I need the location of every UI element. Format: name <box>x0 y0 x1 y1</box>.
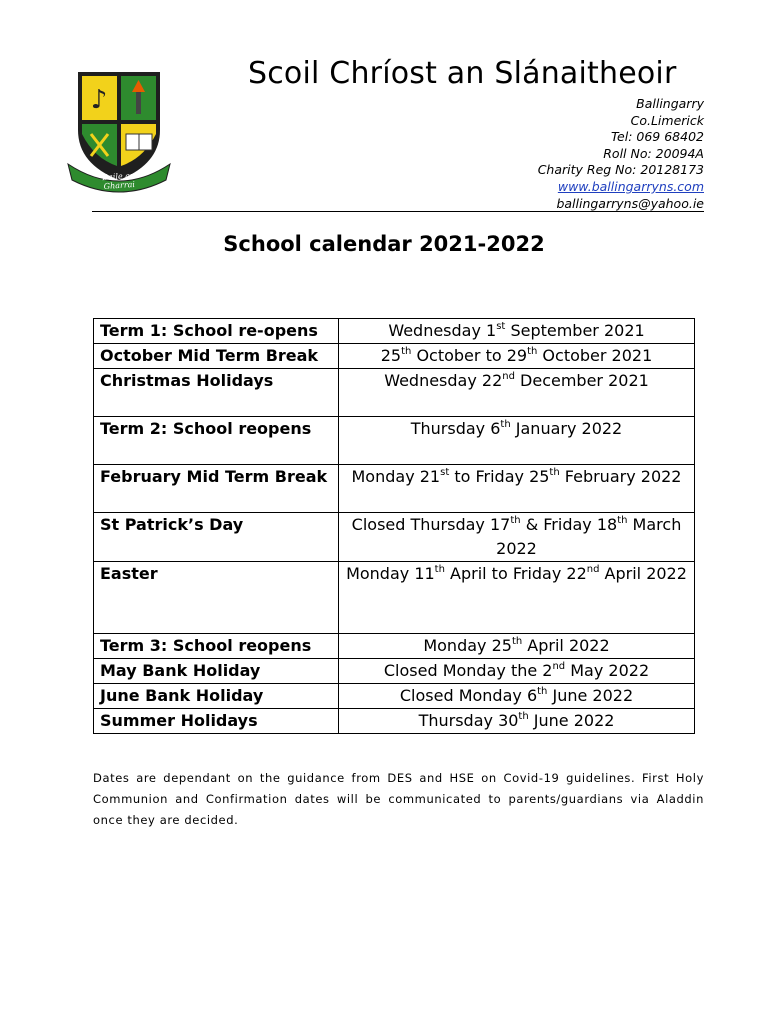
ordinal-suffix: th <box>500 418 511 430</box>
ordinal-suffix: th <box>549 466 560 478</box>
document-title: School calendar 2021-2022 <box>223 232 545 256</box>
calendar-row <box>94 465 695 513</box>
calendar-row <box>94 417 695 465</box>
calendar-row <box>94 369 695 417</box>
calendar-date: Monday 21st to Friday 25th February 2022 <box>339 465 695 513</box>
address-line: Co.Limerick <box>630 112 704 128</box>
ordinal-suffix: th <box>617 514 628 526</box>
calendar-date: Wednesday 22nd December 2021 <box>339 369 695 417</box>
calendar-event: October Mid Term Break <box>94 344 339 369</box>
calendar-event: Term 1: School re-opens <box>94 319 339 344</box>
ordinal-suffix: th <box>511 635 523 647</box>
calendar-row <box>94 634 695 659</box>
calendar-date: Closed Monday the 2nd May 2022 <box>339 659 695 684</box>
calendar-event: May Bank Holiday <box>94 659 339 684</box>
calendar-date: Thursday 30th June 2022 <box>339 709 695 734</box>
calendar-date: Closed Thursday 17th & Friday 18th March 2022 <box>339 513 695 562</box>
ordinal-suffix: th <box>401 345 412 357</box>
calendar-row <box>94 344 695 369</box>
calendar-date: Wednesday 1st September 2021 <box>339 319 695 344</box>
calendar-row <box>94 513 695 562</box>
guidance-note: Dates are dependant on the guidance from DES and HSE on Covid-19 guidelines. First Holy Communion and Confirmation dates will be communicated to parents/guardians via Aladdin once they are decided. <box>93 771 704 827</box>
calendar-row <box>94 684 695 709</box>
calendar-event: Easter <box>94 562 339 634</box>
address-line: Ballingarry <box>636 96 704 111</box>
website-link[interactable]: www.ballingarryns.com <box>557 178 704 194</box>
calendar-event: St Patrick’s Day <box>94 513 339 562</box>
ordinal-suffix: th <box>527 345 538 357</box>
calendar-date: Thursday 6th January 2022 <box>339 417 695 465</box>
ordinal-suffix: nd <box>586 563 600 575</box>
ordinal-suffix: th <box>518 710 529 722</box>
telephone: Tel: 069 68402 <box>610 129 704 145</box>
calendar-event: February Mid Term Break <box>94 465 339 513</box>
calendar-event: Term 3: School reopens <box>94 634 339 659</box>
roll-number: Roll No: 20094A <box>603 145 704 161</box>
calendar-date: 25th October to 29th October 2021 <box>339 344 695 369</box>
calendar-row <box>94 319 695 344</box>
calendar-date: Monday 11th April to Friday 22nd April 2022 <box>339 562 695 634</box>
email-address: ballingarryns@yahoo.ie <box>556 195 704 211</box>
calendar-event: Summer Holidays <box>94 709 339 734</box>
ordinal-suffix: nd <box>552 660 566 672</box>
calendar-date: Monday 25th April 2022 <box>339 634 695 659</box>
calendar-row <box>94 709 695 734</box>
calendar-row <box>94 659 695 684</box>
ordinal-suffix: st <box>440 466 450 478</box>
calendar-table <box>93 318 695 734</box>
ordinal-suffix: st <box>496 320 506 332</box>
ordinal-suffix: th <box>537 685 548 697</box>
svg-text:♪: ♪ <box>90 85 108 115</box>
calendar-date: Closed Monday 6th June 2022 <box>339 684 695 709</box>
calendar-event: June Bank Holiday <box>94 684 339 709</box>
calendar-event: Christmas Holidays <box>94 369 339 417</box>
crest-motto: Baile an Gharrai <box>101 170 136 192</box>
school-name: Scoil Chríost an Slánaitheoir <box>248 56 677 91</box>
ordinal-suffix: th <box>434 563 445 575</box>
address-block <box>538 96 704 212</box>
ordinal-suffix: th <box>510 514 521 526</box>
ordinal-suffix: nd <box>502 370 515 382</box>
calendar-row <box>94 562 695 634</box>
header-divider <box>92 211 704 212</box>
charity-reg: Charity Reg No: 20128173 <box>537 162 704 178</box>
calendar-event: Term 2: School reopens <box>94 417 339 465</box>
